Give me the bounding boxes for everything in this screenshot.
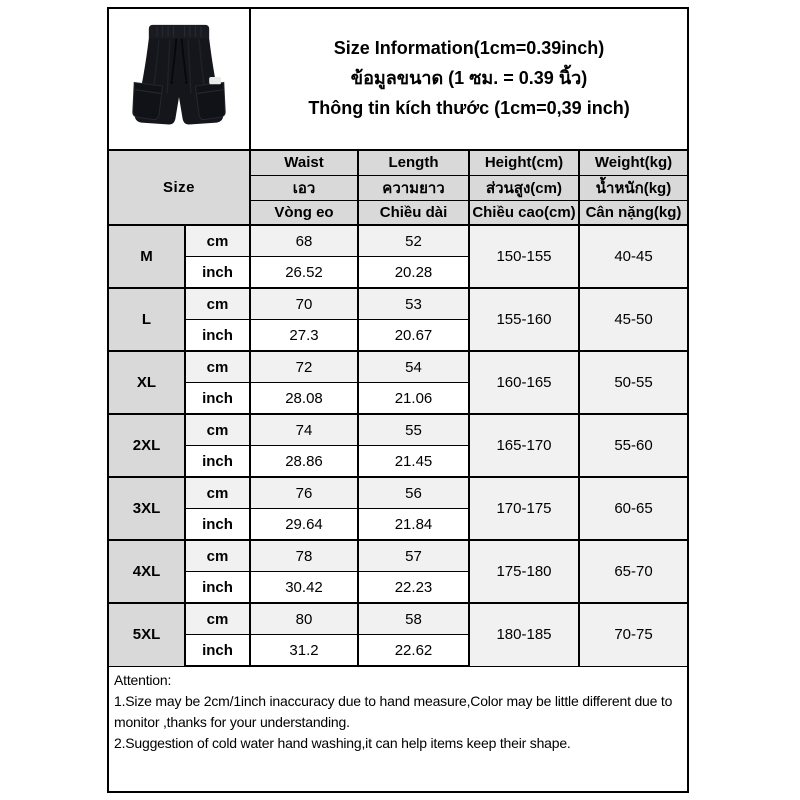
waist-inch-m: 26.52 (250, 257, 358, 289)
weight-range-5xl: 70-75 (579, 603, 688, 666)
header-row (108, 8, 688, 150)
unit-inch-label: inch (185, 572, 250, 604)
height-range-xl: 160-165 (469, 351, 579, 414)
title-vietnamese: Thông tin kích thước (1cm=0,39 inch) (308, 97, 630, 118)
title-english: Size Information(1cm=0.39inch) (333, 38, 605, 59)
waist-cm-5xl: 80 (250, 603, 358, 635)
unit-inch-label: inch (185, 257, 250, 289)
weight-range-l: 45-50 (579, 288, 688, 351)
waist-inch-l: 27.3 (250, 320, 358, 352)
weight-range-2xl: 55-60 (579, 414, 688, 477)
col-header-length-en: Length (358, 150, 469, 175)
weight-range-3xl: 60-65 (579, 477, 688, 540)
waist-cm-m: 68 (250, 225, 358, 257)
length-inch-5xl: 22.62 (358, 635, 469, 667)
size-label-l: L (108, 288, 185, 351)
length-inch-m: 20.28 (358, 257, 469, 289)
size-label-m: M (108, 225, 185, 288)
length-inch-3xl: 21.84 (358, 509, 469, 541)
length-cm-5xl: 58 (358, 603, 469, 635)
waist-inch-xl: 28.08 (250, 383, 358, 415)
col-header-height-en: Height(cm) (469, 150, 579, 175)
waist-inch-4xl: 30.42 (250, 572, 358, 604)
col-header-height-th: ส่วนสูง(cm) (469, 175, 579, 200)
waist-inch-3xl: 29.64 (250, 509, 358, 541)
waist-cm-2xl: 74 (250, 414, 358, 446)
size-label-5xl: 5XL (108, 603, 185, 666)
attention-heading: Attention: (114, 672, 172, 688)
height-range-5xl: 180-185 (469, 603, 579, 666)
length-inch-4xl: 22.23 (358, 572, 469, 604)
waist-inch-2xl: 28.86 (250, 446, 358, 478)
col-header-waist-vi: Vòng eo (250, 200, 358, 225)
length-cm-l: 53 (358, 288, 469, 320)
unit-cm-label: cm (185, 225, 250, 257)
col-header-length-th: ความยาว (358, 175, 469, 200)
row-l-cm (108, 288, 688, 320)
height-range-2xl: 165-170 (469, 414, 579, 477)
length-cm-2xl: 55 (358, 414, 469, 446)
length-cm-4xl: 57 (358, 540, 469, 572)
col-header-weight-th: น้ำหนัก(kg) (579, 175, 688, 200)
unit-cm-label: cm (185, 288, 250, 320)
weight-range-4xl: 65-70 (579, 540, 688, 603)
waist-cm-l: 70 (250, 288, 358, 320)
size-chart-sheet (107, 7, 689, 793)
row-4xl-cm (108, 540, 688, 572)
column-header-row-en (108, 150, 688, 175)
waist-cm-4xl: 78 (250, 540, 358, 572)
height-range-3xl: 170-175 (469, 477, 579, 540)
unit-inch-label: inch (185, 446, 250, 478)
height-range-l: 155-160 (469, 288, 579, 351)
unit-cm-label: cm (185, 540, 250, 572)
unit-cm-label: cm (185, 477, 250, 509)
weight-range-xl: 50-55 (579, 351, 688, 414)
attention-box (107, 667, 689, 793)
size-label-3xl: 3XL (108, 477, 185, 540)
waist-cm-3xl: 76 (250, 477, 358, 509)
attention-line-1: 1.Size may be 2cm/1inch inaccuracy due to hand measure,Color may be little different due to monitor ,thanks for your understanding. (114, 693, 673, 730)
length-inch-2xl: 21.45 (358, 446, 469, 478)
col-header-length-vi: Chiều dài (358, 200, 469, 225)
height-range-4xl: 175-180 (469, 540, 579, 603)
attention-line-2: 2.Suggestion of cold water hand washing,it can help items keep their shape. (114, 735, 571, 751)
size-label-xl: XL (108, 351, 185, 414)
weight-range-m: 40-45 (579, 225, 688, 288)
col-header-weight-en: Weight(kg) (579, 150, 688, 175)
size-label-2xl: 2XL (108, 414, 185, 477)
length-inch-l: 20.67 (358, 320, 469, 352)
row-2xl-cm (108, 414, 688, 446)
size-table (107, 7, 689, 667)
unit-inch-label: inch (185, 383, 250, 415)
size-label-4xl: 4XL (108, 540, 185, 603)
length-cm-3xl: 56 (358, 477, 469, 509)
col-header-weight-vi: Cân nặng(kg) (579, 200, 688, 225)
row-m-cm (108, 225, 688, 257)
unit-inch-label: inch (185, 635, 250, 667)
length-inch-xl: 21.06 (358, 383, 469, 415)
row-5xl-cm (108, 603, 688, 635)
cargo-shorts-image (115, 11, 243, 142)
row-xl-cm (108, 351, 688, 383)
brand-tag (209, 77, 221, 84)
height-range-m: 150-155 (469, 225, 579, 288)
title-cell (250, 8, 688, 150)
row-3xl-cm (108, 477, 688, 509)
waist-cm-xl: 72 (250, 351, 358, 383)
unit-cm-label: cm (185, 603, 250, 635)
title-thai: ข้อมูลขนาด (1 ซม. = 0.39 นิ้ว) (350, 68, 588, 89)
length-cm-m: 52 (358, 225, 469, 257)
col-header-waist-th: เอว (250, 175, 358, 200)
col-header-waist-en: Waist (250, 150, 358, 175)
col-header-height-vi: Chiều cao(cm) (469, 200, 579, 225)
length-cm-xl: 54 (358, 351, 469, 383)
size-column-header: Size (108, 150, 250, 225)
waist-inch-5xl: 31.2 (250, 635, 358, 667)
unit-cm-label: cm (185, 351, 250, 383)
product-photo-cell (108, 8, 250, 150)
unit-cm-label: cm (185, 414, 250, 446)
unit-inch-label: inch (185, 509, 250, 541)
unit-inch-label: inch (185, 320, 250, 352)
